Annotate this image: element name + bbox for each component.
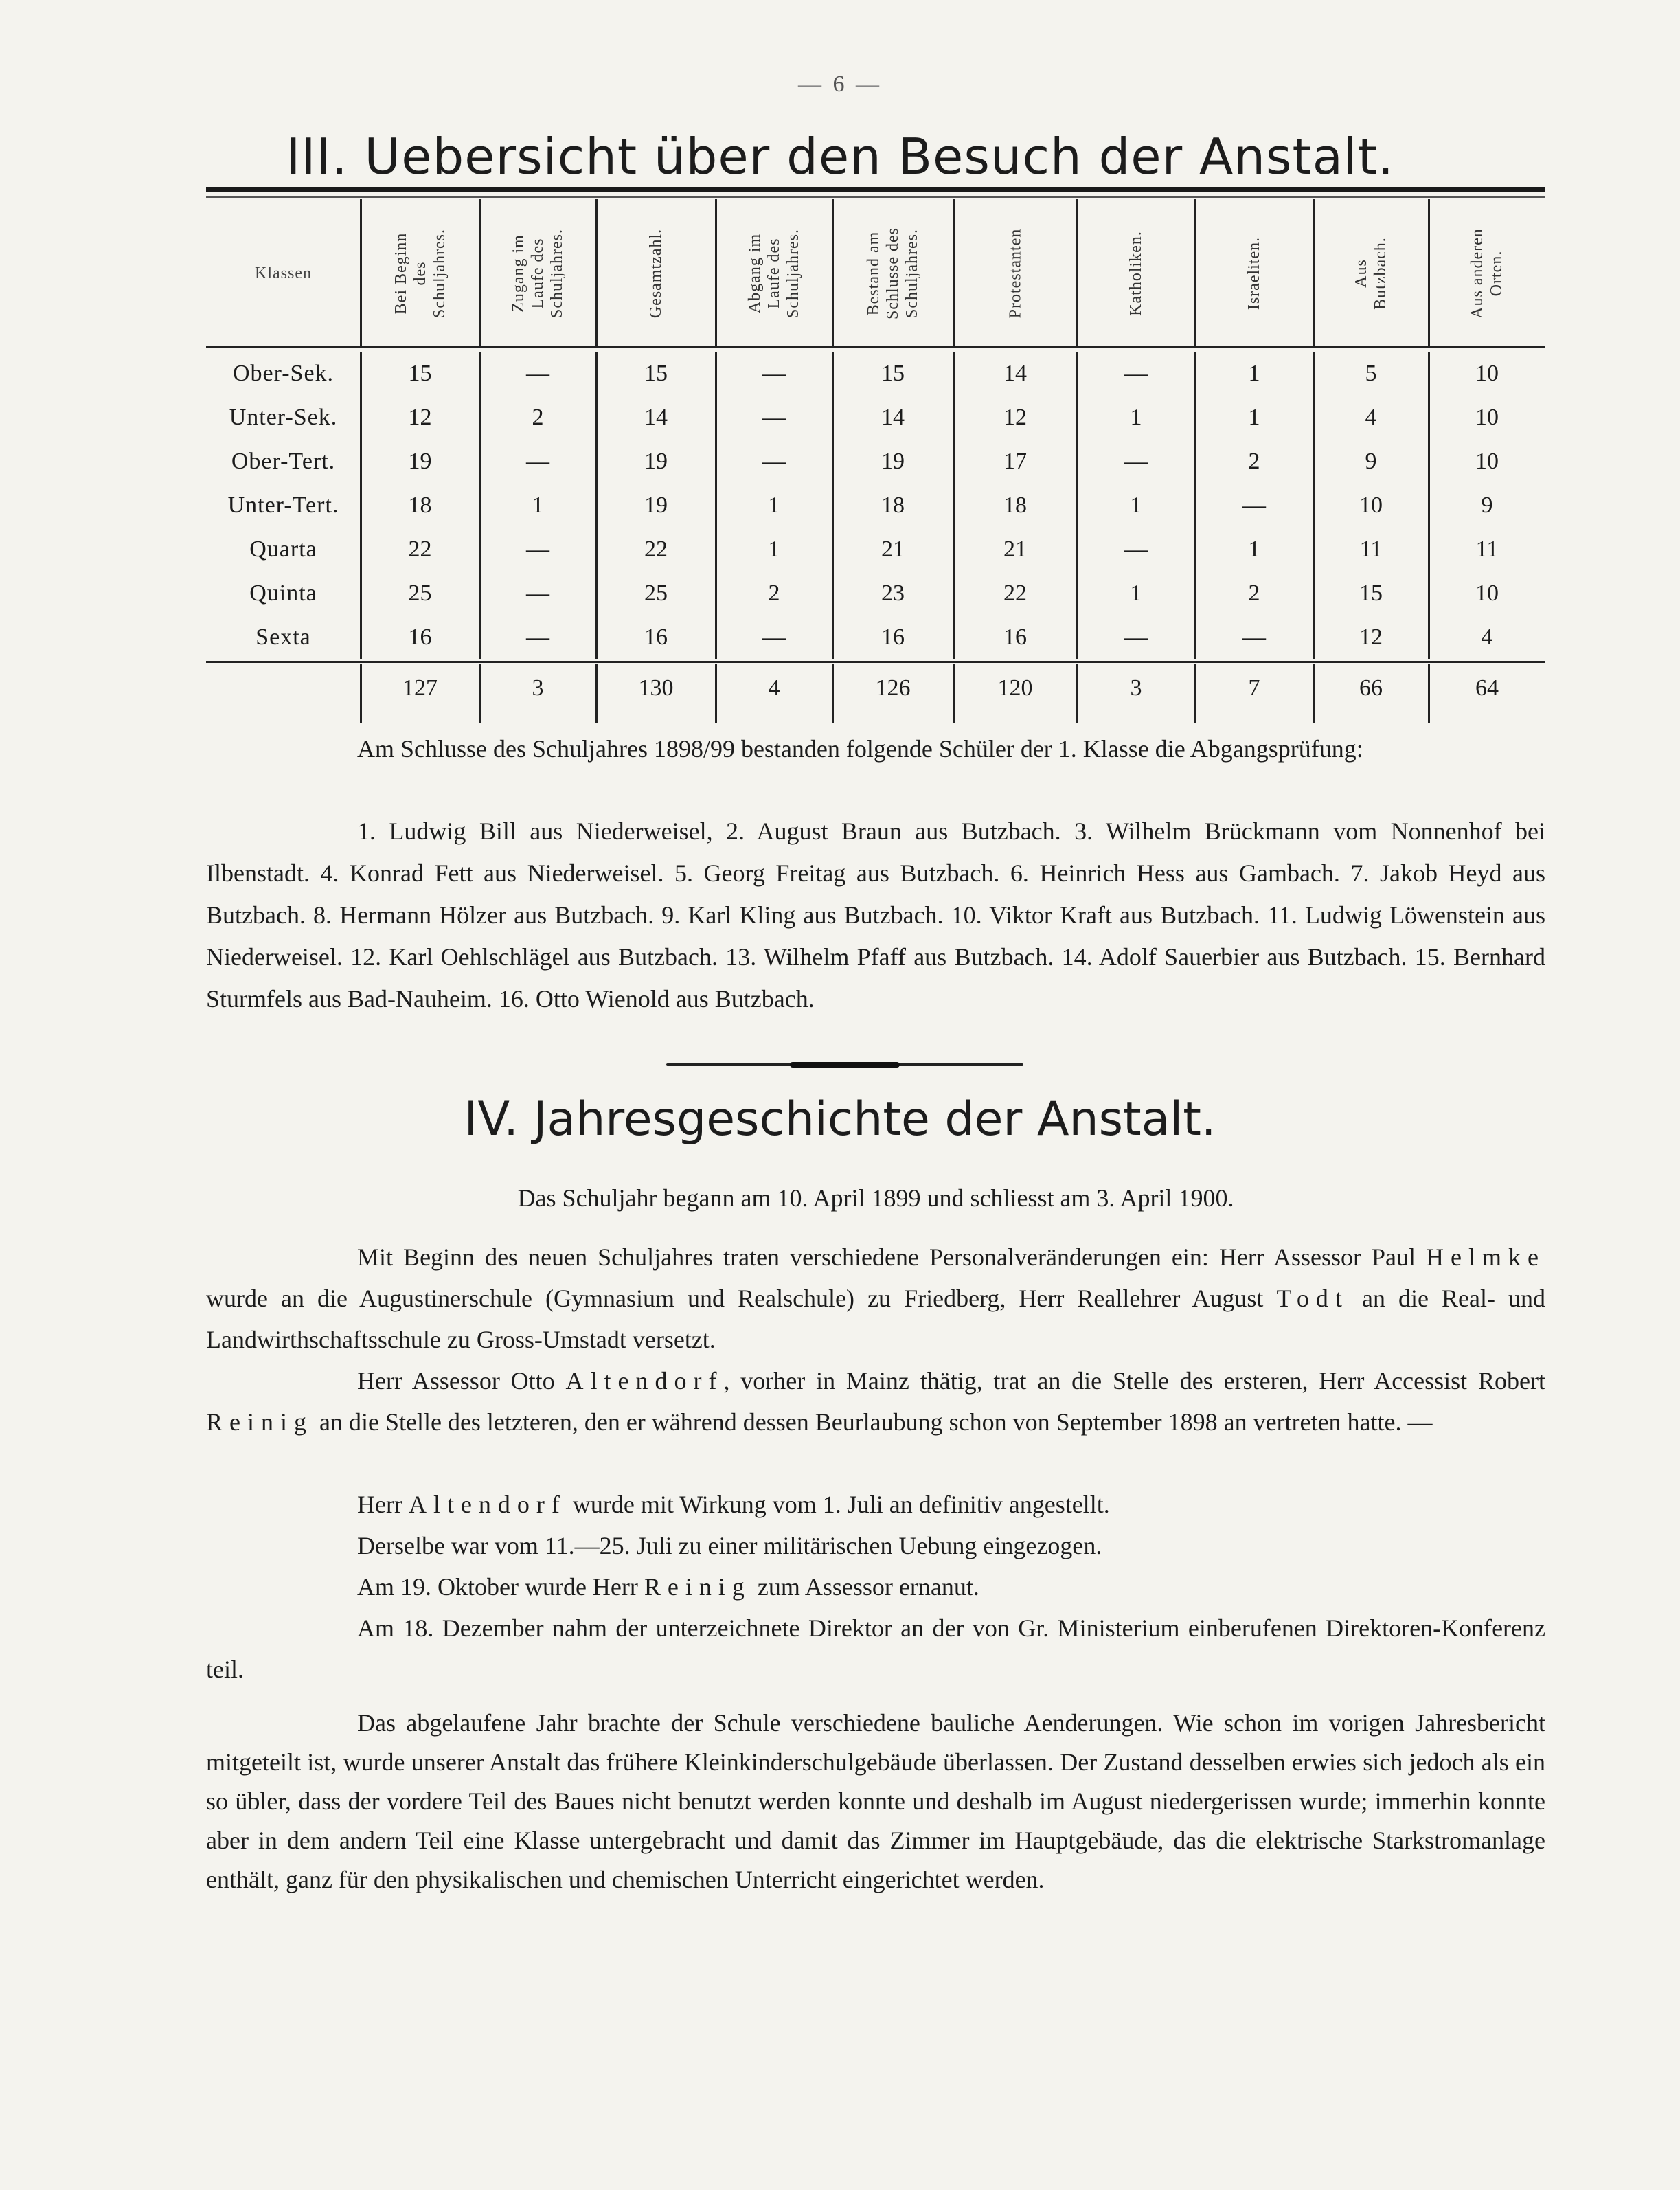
class-name: Unter-Tert. xyxy=(227,493,339,518)
table-cell: — xyxy=(526,580,549,606)
table-cell: — xyxy=(526,537,549,562)
column-header xyxy=(596,199,716,348)
table-cell: 22 xyxy=(644,537,668,562)
total-cell: 120 xyxy=(997,675,1033,701)
table-cell: — xyxy=(526,624,549,650)
table-cell: 12 xyxy=(408,405,432,430)
column-header-label: Gesamtzahl. xyxy=(646,228,665,319)
column-header xyxy=(716,199,832,348)
column-header xyxy=(953,199,1077,348)
table-cell: 23 xyxy=(881,580,905,606)
table-cell: — xyxy=(762,449,786,474)
exam-intro: Am Schlusse des Schuljahres 1898/99 bestanden folgende Schüler der 1. Klasse die Abgangsprüfung: xyxy=(357,735,1363,763)
column-header-label: Israeliten. xyxy=(1245,236,1263,311)
table-cell: — xyxy=(1242,624,1266,650)
table-cell: 1 xyxy=(1130,493,1142,518)
class-name: Sexta xyxy=(256,624,311,650)
column-header xyxy=(832,199,953,348)
table-cell: 1 xyxy=(1130,405,1142,430)
total-cell: 127 xyxy=(402,675,438,701)
table-cell: — xyxy=(1124,449,1148,474)
total-cell: 3 xyxy=(532,675,544,701)
table-cell: 1 xyxy=(1248,405,1260,430)
p5-text-a: Am 19. Oktober wurde Herr xyxy=(357,1573,644,1601)
table-cell: 21 xyxy=(1003,537,1027,562)
p2-text-b: , vorher in Mainz thätig, trat an die Stelle des ersteren, Herr Accessist Robert xyxy=(723,1367,1545,1395)
table-cell: 10 xyxy=(1475,405,1499,430)
section-divider-center xyxy=(790,1062,900,1068)
table-cell: 9 xyxy=(1365,449,1377,474)
person-todt: Todt xyxy=(1276,1285,1349,1312)
table-cell: 1 xyxy=(1130,580,1142,606)
table-cell: 15 xyxy=(881,361,905,386)
total-cell: 7 xyxy=(1248,675,1260,701)
page-number-value: 6 xyxy=(832,71,848,97)
total-cell: 4 xyxy=(768,675,780,701)
table-cell: 22 xyxy=(408,537,432,562)
p3-text-b: wurde mit Wirkung vom 1. Juli an definitiv angestellt. xyxy=(566,1491,1110,1518)
table-cell: 16 xyxy=(408,624,432,650)
column-header-label: Bei Beginn des Schuljahres. xyxy=(391,229,449,318)
column-header-label: Abgang im Laufe des Schuljahres. xyxy=(745,229,802,318)
class-name: Ober-Tert. xyxy=(231,449,336,474)
attendance-table xyxy=(206,199,1545,721)
table-cell: — xyxy=(1124,361,1148,386)
header-klassen: Klassen xyxy=(255,264,312,282)
section-3-title: III. Uebersicht über den Besuch der Anstalt. xyxy=(286,128,1394,185)
person-reinig: Reinig xyxy=(206,1408,313,1436)
table-cell: 10 xyxy=(1359,493,1383,518)
total-cell: 64 xyxy=(1475,675,1499,701)
exam-graduates-list: 1. Ludwig Bill aus Niederweisel, 2. August Braun aus Butzbach. 3. Wilhelm Brückmann vom Nonnenhof bei Ilbenstadt. 4. Konrad Fett aus Niederweisel. 5. Georg Freitag aus Butzbach. 6. Heinrich Hess aus Gambach. 7. Jakob Heyd aus Butzbach. 8. Hermann Hölzer aus Butzbach. 9. Karl Kling aus Butzbach. 10. Viktor Kraft aus Butzbach. 11. Ludwig Löwenstein aus Niederweisel. 12. Karl Oehlschlägel aus Butzbach. 13. Wilhelm Pfaff aus Butzbach. 14. Adolf Sauerbier aus Butzbach. 15. Bernhard Sturmfels aus Bad-Nauheim. 16. Otto Wienold aus Butzbach. xyxy=(206,817,1545,1013)
table-cell: 1 xyxy=(1248,537,1260,562)
total-cell: 126 xyxy=(875,675,911,701)
table-cell: 25 xyxy=(644,580,668,606)
total-cell: 3 xyxy=(1130,675,1142,701)
table-cell: 1 xyxy=(768,537,780,562)
table-cell: 14 xyxy=(644,405,668,430)
table-cell: 19 xyxy=(408,449,432,474)
table-cell: — xyxy=(526,361,549,386)
personnel-paragraph-6: Am 18. Dezember nahm der unterzeichnete Direktor an der von Gr. Ministerium einberufenen Direktoren-Konferenz teil. xyxy=(206,1614,1545,1683)
table-cell: — xyxy=(762,405,786,430)
table-cell: 22 xyxy=(1003,580,1027,606)
table-cell: — xyxy=(762,624,786,650)
title-rule-thick xyxy=(206,187,1545,192)
person-helmke: Helmke xyxy=(1426,1243,1545,1271)
table-cell: — xyxy=(762,361,786,386)
column-header-label: Protestanten xyxy=(1006,228,1024,319)
table-cell: 5 xyxy=(1365,361,1377,386)
table-cell: 11 xyxy=(1359,537,1383,562)
total-cell: 66 xyxy=(1359,675,1383,701)
table-cell: 16 xyxy=(1003,624,1027,650)
table-cell: — xyxy=(1124,624,1148,650)
table-cell: 1 xyxy=(532,493,544,518)
section-4-title: IV. Jahresgeschichte der Anstalt. xyxy=(464,1092,1216,1147)
column-header xyxy=(1195,199,1313,348)
column-header xyxy=(361,199,479,348)
person-altendorf: Altendorf xyxy=(565,1367,724,1395)
page-number-dash-right: — xyxy=(847,71,882,97)
table-cell: 10 xyxy=(1475,449,1499,474)
personnel-paragraph-1 xyxy=(206,1237,1545,1360)
table-cell: 12 xyxy=(1003,405,1027,430)
person-reinig-2: Reinig xyxy=(644,1573,751,1601)
table-cell: 2 xyxy=(532,405,544,430)
table-cell: 2 xyxy=(768,580,780,606)
table-cell: 14 xyxy=(881,405,905,430)
p5-text-b: zum Assessor ernanut. xyxy=(751,1573,979,1601)
column-header xyxy=(479,199,596,348)
table-cell: 14 xyxy=(1003,361,1027,386)
table-cell: 15 xyxy=(408,361,432,386)
table-cell: 19 xyxy=(644,493,668,518)
personnel-paragraph-4: Derselbe war vom 11.—25. Juli zu einer militärischen Uebung eingezogen. xyxy=(357,1532,1102,1559)
table-cell: 11 xyxy=(1475,537,1499,562)
total-cell: 130 xyxy=(638,675,674,701)
table-cell: — xyxy=(526,449,549,474)
p1-text-c: an die Real- und Landwirthschaftsschule zu Gross-Umstadt versetzt. xyxy=(206,1285,1545,1353)
column-header-label: Zugang im Laufe des Schuljahres. xyxy=(509,229,566,318)
table-cell: 19 xyxy=(644,449,668,474)
column-header-label: Katholiken. xyxy=(1126,231,1145,316)
personnel-paragraph-3 xyxy=(206,1484,1545,1525)
table-cell: 19 xyxy=(881,449,905,474)
table-cell: 15 xyxy=(1359,580,1383,606)
page-number xyxy=(0,71,1680,98)
class-name: Quinta xyxy=(249,580,317,606)
p2-text-a: Herr Assessor Otto xyxy=(357,1367,566,1395)
p3-text-a: Herr xyxy=(357,1491,409,1518)
building-paragraph: Das abgelaufene Jahr brachte der Schule verschiedene bauliche Aenderungen. Wie schon im vorigen Jahresbericht mitgeteilt ist, wurde unserer Anstalt das frühere Kleinkinderschulgebäude überlassen. Der Zustand desselben erwies sich jedoch als ein so übler, dass der vordere Teil des Baues nicht benutzt werden konnte und deshalb im August niedergerissen wurde; immerhin konnte aber in dem andern Teil eine Klasse untergebracht und damit das Zimmer im Hauptgebäude, das die elektrische Starkstromanlage enthält, ganz für den physikalischen und chemischen Unterricht eingerichtet werden. xyxy=(206,1709,1545,1893)
p1-text-b: wurde an die Augustinerschule (Gymnasium und Realschule) zu Friedberg, Herr Reallehrer August xyxy=(206,1285,1277,1312)
table-cell: 25 xyxy=(408,580,432,606)
table-cell: 1 xyxy=(1248,361,1260,386)
person-altendorf-2: Altendorf xyxy=(408,1491,567,1518)
table-cell: — xyxy=(1124,537,1148,562)
school-year-dates: Das Schuljahr begann am 10. April 1899 und schliesst am 3. April 1900. xyxy=(517,1184,1234,1212)
personnel-paragraph-5 xyxy=(206,1566,1545,1607)
totals-rule xyxy=(206,661,1545,663)
column-header xyxy=(1077,199,1195,348)
table-cell: 2 xyxy=(1248,580,1260,606)
table-cell: 16 xyxy=(881,624,905,650)
table-cell: 15 xyxy=(644,361,668,386)
table-cell: 18 xyxy=(408,493,432,518)
column-header-label: Aus anderen Orten. xyxy=(1468,228,1506,319)
table-cell: 10 xyxy=(1475,361,1499,386)
table-cell: 16 xyxy=(644,624,668,650)
p1-text-a: Mit Beginn des neuen Schuljahres traten verschiedene Personalveränderungen ein: Herr Assessor Paul xyxy=(357,1243,1427,1271)
table-cell: 18 xyxy=(881,493,905,518)
p2-text-c: an die Stelle des letzteren, den er während dessen Beurlaubung schon von September 1898 an vertreten hatte. — xyxy=(313,1408,1433,1436)
table-cell: 4 xyxy=(1365,405,1377,430)
title-rule-thin xyxy=(206,196,1545,198)
table-cell: 4 xyxy=(1481,624,1493,650)
table-cell: 12 xyxy=(1359,624,1383,650)
column-header xyxy=(1313,199,1429,348)
table-cell: — xyxy=(1242,493,1266,518)
table-cell: 17 xyxy=(1003,449,1027,474)
column-header xyxy=(1429,199,1545,348)
table-cell: 10 xyxy=(1475,580,1499,606)
table-cell: 18 xyxy=(1003,493,1027,518)
class-name: Quarta xyxy=(249,537,317,562)
class-name: Ober-Sek. xyxy=(232,361,334,386)
personnel-paragraph-2 xyxy=(206,1360,1545,1443)
table-cell: 2 xyxy=(1248,449,1260,474)
table-cell: 9 xyxy=(1481,493,1493,518)
class-name: Unter-Sek. xyxy=(229,405,338,430)
table-cell: 21 xyxy=(881,537,905,562)
column-header-label: Bestand am Schlusse des Schuljahres. xyxy=(865,227,921,319)
column-header-label: Aus Butzbach. xyxy=(1352,237,1389,310)
page-number-dash-left: — xyxy=(798,71,833,97)
table-cell: 1 xyxy=(768,493,780,518)
